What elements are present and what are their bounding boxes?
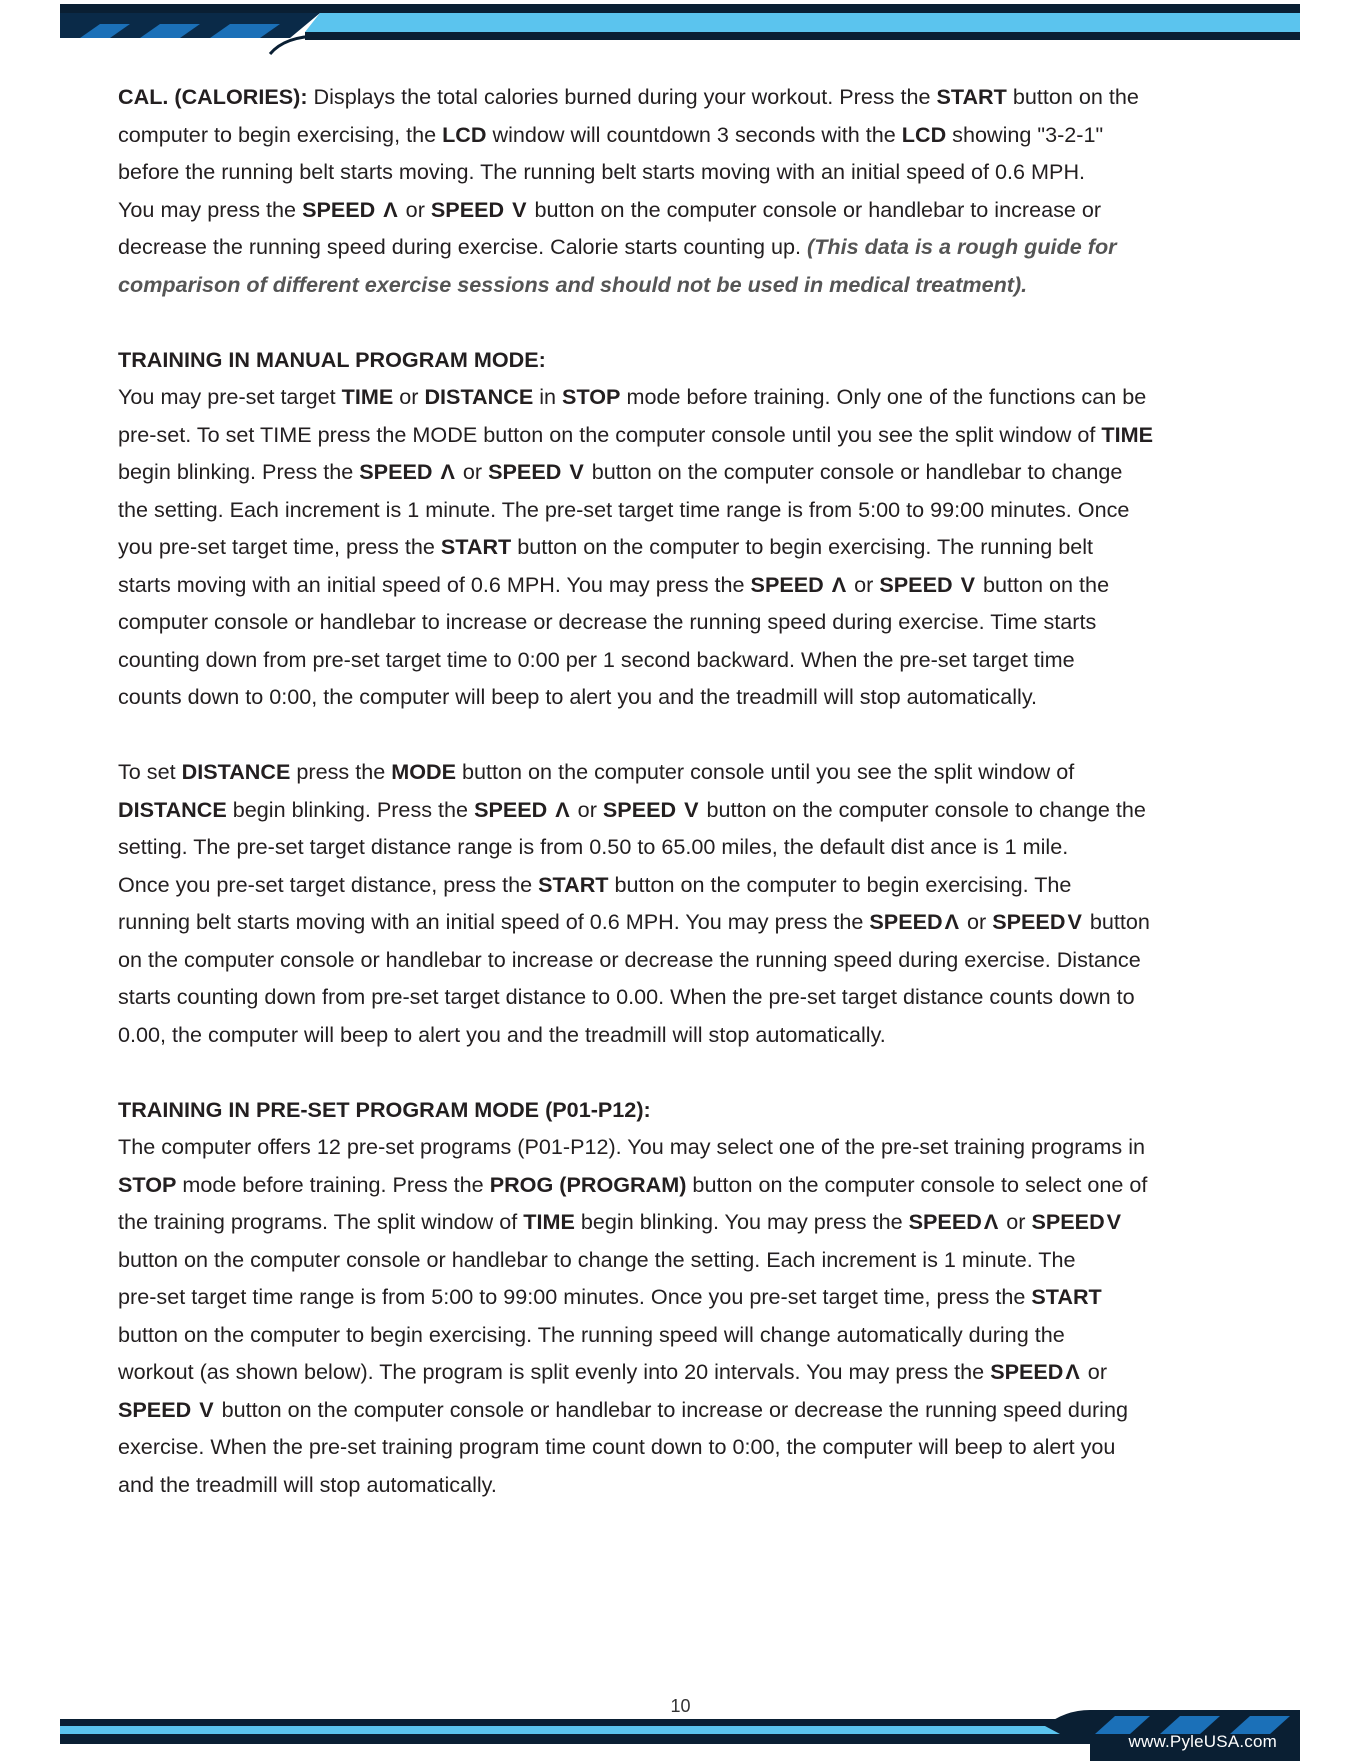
text: button on the [1006, 84, 1139, 109]
speed-up-arrow-icon: Λ [1065, 1359, 1080, 1384]
text: window will countdown 3 seconds with the [486, 121, 902, 147]
text: starts moving with an initial speed of 0.6 MPH. You may press the [118, 571, 751, 597]
text: and the treadmill will stop automatically. [118, 1471, 497, 1497]
speed-up-arrow-icon: Λ [383, 196, 398, 222]
speed-keyword: SPEED [879, 571, 953, 597]
text: You may pre-set target [118, 384, 342, 409]
speed-down-arrow-icon: V [1067, 909, 1082, 934]
preset-mode-heading: TRAINING IN PRE-SET PROGRAM MODE (P01-P12): [118, 1096, 651, 1122]
text: begin blinking. Press the [118, 459, 360, 484]
text: button on the computer console to change the [700, 796, 1146, 822]
calories-label: CAL. (CALORIES): [118, 84, 308, 109]
preset-mode-paragraph [118, 1128, 1238, 1503]
text: button on the computer console or handlebar to increase or [528, 196, 1102, 222]
text: button on the computer console or handlebar to increase or decrease the running speed during [215, 1396, 1128, 1422]
manual-mode-heading: TRAINING IN MANUAL PROGRAM MODE: [118, 346, 546, 372]
time-keyword: TIME [1101, 421, 1154, 447]
text: the setting. Each increment is 1 minute. The pre-set target time range is from 5:00 to 99:00 minutes. Once [118, 496, 1130, 522]
text: pre-set target time range is from 5:00 to 99:00 minutes. Once you pre-set target time, press the [118, 1284, 1032, 1309]
text: Displays the total calories burned during your workout. Press the [307, 84, 937, 109]
text: button on the [977, 571, 1110, 597]
text: button on the computer to begin exercising. The [608, 871, 1072, 897]
manual-mode-paragraph [118, 378, 1238, 716]
header-decorative-band [0, 0, 1361, 60]
text: You may press the [118, 196, 303, 222]
text: workout (as shown below). The program is split evenly into 20 intervals. You may press the [118, 1359, 991, 1384]
text: on the computer console or handlebar to increase or decrease the running speed during exercise. Distance [118, 946, 1141, 972]
start-keyword: START [1031, 1284, 1102, 1309]
start-keyword: START [440, 534, 512, 559]
start-keyword: START [538, 871, 609, 897]
text: counts down to 0:00, the computer will beep to alert you and the treadmill will stop automatically. [118, 684, 1038, 709]
speed-keyword: SPEED [869, 909, 943, 934]
text: button on the computer console to select one of [686, 1171, 1148, 1197]
speed-down-arrow-icon: V [569, 459, 584, 484]
speed-keyword: SPEED [990, 1359, 1064, 1384]
text: setting. The pre-set target distance range is from 0.50 to 65.00 miles, the default dist ance is 1 mile. [118, 834, 1069, 859]
prog-keyword: PROG (PROGRAM) [489, 1171, 687, 1197]
speed-up-arrow-icon: Λ [440, 459, 455, 484]
text: computer console or handlebar to increase or decrease the running speed during exercise. Time starts [118, 609, 1097, 634]
page-number: 10 [670, 1696, 691, 1716]
distance-keyword: DISTANCE [181, 759, 291, 784]
stop-keyword: STOP [118, 1171, 177, 1197]
text: begin blinking. Press the [226, 796, 475, 822]
text: in [533, 384, 563, 409]
text: counting down from pre-set target time to 0:00 per 1 second backward. When the pre-set target time [118, 646, 1075, 672]
text: Once you pre-set target distance, press the [118, 871, 539, 897]
text: button [1083, 909, 1150, 934]
text: 0.00, the computer will beep to alert you and the treadmill will stop automatically. [118, 1021, 886, 1047]
text: The computer offers 12 pre-set programs (P01-P12). You may select one of the pre-set training programs in [118, 1134, 1146, 1159]
distance-keyword: DISTANCE [424, 384, 534, 409]
speed-keyword: SPEED [992, 909, 1066, 934]
distance-paragraph [118, 753, 1238, 1053]
speed-down-arrow-icon: V [1106, 1209, 1122, 1234]
speed-up-arrow-icon: Λ [555, 796, 570, 822]
speed-keyword: SPEED [474, 796, 548, 822]
time-keyword: TIME [523, 1209, 575, 1234]
text: button on the computer console until you see the split window of [456, 759, 1075, 784]
speed-keyword: SPEED [302, 196, 376, 222]
website-url[interactable]: www.PyleUSA.com [1128, 1732, 1277, 1751]
start-keyword: START [936, 84, 1007, 109]
text: running belt starts moving with an initial speed of 0.6 MPH. You may press the [118, 909, 870, 934]
text: or [393, 384, 425, 409]
text: computer to begin exercising, the [118, 121, 443, 147]
text: decrease the running speed during exercise. Calorie starts counting up. [118, 234, 808, 259]
text: To set [118, 759, 182, 784]
speed-down-arrow-icon: V [512, 196, 527, 222]
speed-keyword: SPEED [908, 1209, 982, 1234]
disclaimer-note: comparison of different exercise sessions and should not be used in medical treatment). [118, 271, 1028, 297]
calories-paragraph [118, 78, 1238, 303]
page-content [118, 78, 1238, 1503]
speed-keyword: SPEED [750, 571, 824, 597]
speed-keyword: SPEED [602, 796, 677, 822]
speed-keyword: SPEED [1031, 1209, 1105, 1234]
speed-up-arrow-icon: Λ [831, 571, 847, 597]
lcd-keyword: LCD [901, 121, 947, 147]
mode-keyword: MODE [391, 759, 457, 784]
speed-down-arrow-icon: V [199, 1396, 214, 1422]
text: showing "3-2-1" [946, 121, 1104, 147]
speed-up-arrow-icon: Λ [983, 1209, 999, 1234]
text: or [456, 459, 489, 484]
text: button on the computer console or handlebar to change the setting. Each increment is 1 minute. The [118, 1246, 1076, 1272]
text: button on the computer console or handlebar to change [585, 459, 1123, 484]
speed-down-arrow-icon: V [960, 571, 975, 597]
speed-keyword: SPEED [488, 459, 562, 484]
distance-keyword: DISTANCE [118, 796, 227, 822]
text: pre-set. To set TIME press the MODE button on the computer console until you see the split window of [118, 421, 1102, 447]
speed-keyword: SPEED [359, 459, 433, 484]
speed-keyword: SPEED [430, 196, 505, 222]
stop-keyword: STOP [562, 384, 621, 409]
text: button on the computer to begin exercising. The running belt [511, 534, 1094, 559]
text: or [399, 196, 431, 222]
text: or [1000, 1209, 1032, 1234]
speed-down-arrow-icon: V [684, 796, 699, 822]
text: you pre-set target time, press the [118, 534, 441, 559]
text: before the running belt starts moving. The running belt starts moving with an initial speed of 0.6 MPH. [118, 159, 1086, 184]
text: the training programs. The split window of [118, 1209, 524, 1234]
text: exercise. When the pre-set training program time count down to 0:00, the computer will beep to alert you [118, 1434, 1116, 1459]
text: mode before training. Only one of the functions can be [620, 384, 1147, 409]
text: begin blinking. You may press the [574, 1209, 909, 1234]
speed-up-arrow-icon: Λ [944, 909, 960, 934]
text: starts counting down from pre-set target distance to 0.00. When the pre-set target distance counts down to [118, 984, 1135, 1009]
text: button on the computer to begin exercising. The running speed will change automatically during the [118, 1321, 1065, 1347]
time-keyword: TIME [341, 384, 394, 409]
text: mode before training. Press the [176, 1171, 490, 1197]
text: or [848, 571, 880, 597]
text: press the [290, 759, 392, 784]
text: or [571, 796, 603, 822]
lcd-keyword: LCD [442, 121, 487, 147]
text: or [1081, 1359, 1108, 1384]
text: or [961, 909, 993, 934]
disclaimer-note: (This data is a rough guide for [807, 234, 1117, 259]
speed-keyword: SPEED [118, 1396, 192, 1422]
